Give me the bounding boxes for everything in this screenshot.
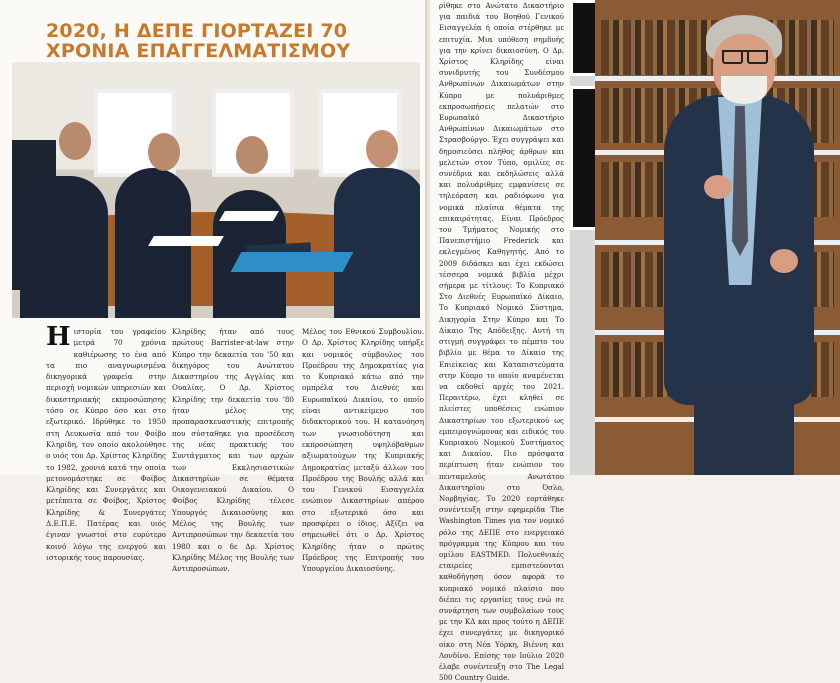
portrait-man (646, 3, 811, 475)
person-center-left-head (148, 133, 180, 171)
meeting-photo (12, 62, 420, 318)
person-left (20, 176, 108, 318)
paper-document (219, 211, 279, 221)
person-center-head (236, 136, 268, 174)
article-column-1 (46, 322, 166, 563)
article-headline: 2020, Η ΔΕΠΕ ΓΙΟΡΤΑΖΕΙ 70 ΧΡΟΝΙΑ ΕΠΑΓΓΕΛΜΑΤΙΣΜΟΥ (46, 19, 351, 62)
white-beard (721, 76, 767, 104)
portrait-photo (570, 0, 840, 475)
article-column-3: Μέλος του Εθνικού Συμβουλίου. Ο Δρ. Χρίστος Κληρίδης υπήρξε και νομικός σύμβουλος του Προέδρου της Δημοκρατίας για το Κυπριακό κάτω από την ομπρέλα του Διεθνές και Ευρωπαϊκού Δικαίου, το οποίο είναι αντικείμενο του διδακτορικού του. Η κατανόηση των γνωσιοδότηση και εκπροσώπηση υψηλόβαθμων αξιωματούχων της Κυπριακής Δημοκρατίας μεταξύ άλλων του Προέδρου της Βουλής αλλά και του Γενικού Εισαγγελέα ενώπιον Δικαστηρίων απέρου στο εξωτερικό όσο και προσφέρει ο ίδιος. Αξίζει να σημειωθεί ότι ο Δρ. Χρίστος Κληρίδης ήταν ο πρώτος Πρόεδρος της Επιτροπής του Υπουργείου Δικαιοσύνης. (302, 327, 424, 574)
right-text-column (431, 0, 569, 683)
person-right-head (366, 130, 398, 168)
drop-cap: Η (46, 322, 71, 352)
right-column-text: ρίθηκε στο Ανώτατο Δικαστήριο για παιδιά του Βοηθού Γενικού Εισαγγελέα ή οποία στέρθηκε με επιτυχία. Μια υπόθεση σημδυής για την κρίνει δικαιοσύνη. Ο Δρ. Χρίστος Κληρίδης είναι συνιδρυτής του Συνδέσμου Ανθρωπίνων Δικαιωμάτων στην Κύπρο με πολυάριθμες εκπροσωπήσεις πελατών στο Ευρωπαϊκό Δικαστήριο Ανθρωπίνων Δικαιωμάτων στο Στρασβούργο. Έχει συγγράψει και δημοσιεύσει πλήθος άρθρων και μελετών στον Τύπο, ομιλίες σε συνέδρια και εκδηλώσεις αλλά και πολυάριθμες εμφανίσεις σε τηλεόραση και ραδιόφωνο για νομικά πλαίσια θέματα της επικαιρότητας. Είναι Πρόεδρος του Τμήματος Νομικής στο Πανεπιστήμιο Frederick και εκλεγμένος Καθηγητής. Από το 2009 διδάσκει και έχει εκδώσει τέσσερα νομικά βιβλία μέχρι σήμερα με τίτλους: Το Κυπριακό Στο Διεθνές Ευρωπαϊκό Δίκαιο, Το Κυπριακό Νομικό Σύστημα, Δικηγορία Στην Κύπρο και Το Δίκαιο Της Απόδειξης. Αυτή τη στιγμή συγγράφει το πέμπτο του βιβλίο με θέμα το Δίκαιο της Επιείκειας και Καταπιστεύματα στην Κύπρο το οποίο αναμένεται να εκδοθεί αρχές του 2021. Περαιτέρω, έχει κληθεί σε πλείστες υποθέσεις ενώπιον Δικαστηρίων του εξωτερικού ως εμπειρογνώμονας και ειδικός του Κυπριακού Νομικού Συστήματος και Δικαίου. Πιο πρόσφατα περίπτωση ήταν ενώπιον του πενταμελούς Ανωτάτου Δικαστηρίου στο Όσλο, Νορβηγίας. Το 2020 εορτάθηκε συνέντευξη στην εφημερίδα The Washington Times για τον νομικό ρόλο της ΔΕΠΕ στο ενεργειακό πρόγραμμα της Κύπρου και του ομίλου EASTMED. Πολυεθνικές εταιρείες εμπιστεύονται καθοδήγηση όσον αφορά το κυπριακό νομικό πλαίσιο που διέπει τις εργασίες τους ενώ σε συνάρτηση των συμβολαίων τους με την ΚΔ και προς τούτο η ΔΕΠΕ έχει συνεργάτες με δικηγορικό οίκο στη Νέα Υόρκη, Βιέννη και Λονδίνο. Επίσης τον Ιούλιο 2020 έλαβε συνέντευξη στο The Legal 500 Country Guide. (439, 1, 564, 683)
hand (704, 175, 732, 199)
person-left-head (59, 122, 91, 160)
blue-folder (231, 252, 354, 272)
paper-document (148, 236, 224, 246)
trousers (694, 385, 794, 475)
left-magazine-page (0, 0, 425, 574)
glasses-icon (722, 50, 768, 62)
article-column-2: Κληρίδης ήταν από τους πρώτους Barrister-at-law στην Κύπρο την δεκαετία του '50 και δικηγόρος του Ανώτατου Δικαστηρίου της Αγγλίας και Ουαλίας. Ο Δρ. Χρίστος Κληρίδης την δεκαετία του '80 ήταν μέλος της προπαρασκευαστικής επιτροπής που σύσταθηκε για προσέδεση της νέας πρακτικής του Συντάγματος και των αρχών των Εκκλησιαστικών Δικαστηρίων σε θέματα Οικογενειακού Δικαίου. Ο Φοίβος Κληρίδης τέλεσε Υπουργός Δικαιοσύνης και Μέλος της Βουλής των Αντιπροσώπων την δεκαετία του 1980 και ο δε Δρ. Χρίστος Κληρίδης Μέλος της Βουλής των Αντιπροσώπων. (172, 327, 294, 574)
hand (770, 249, 798, 273)
person-right (334, 168, 420, 318)
article-column-1-text: ιστορία του γραφείου μετρά 70 χρόνια καθιέρωσης το ένα από τα πιο αναγνωρισμένα δικηγορικά γραφεία στην περιοχή νομικών υπηρεσιών και δικαστηριακής εκπροσώπησης τόσο σε Κύπρο όσο και στο εξωτερικό. Ιδρύθηκε το 1950 στη Λευκωσία από τον Φοίβο Κληρίδη, τον οποίο ακολούθησε ο υιός του Δρ. Χρίστος Κληρίδης το 1982, χρονιά κατά την οποία μετονομάστηκε σε Φοίβος Κληρίδης και Συνεργάτες και μετέπειτα σε Φοίβος, Χρίστος Κληρίδης & Συνεργάτες Δ.Ε.Π.Ε. Πατέρας και υιός έγιναν γνωστοί στο ευρύτερο κοινό λόγω της ενεργού και ιστορικής τους παρουσίας. (46, 327, 166, 562)
